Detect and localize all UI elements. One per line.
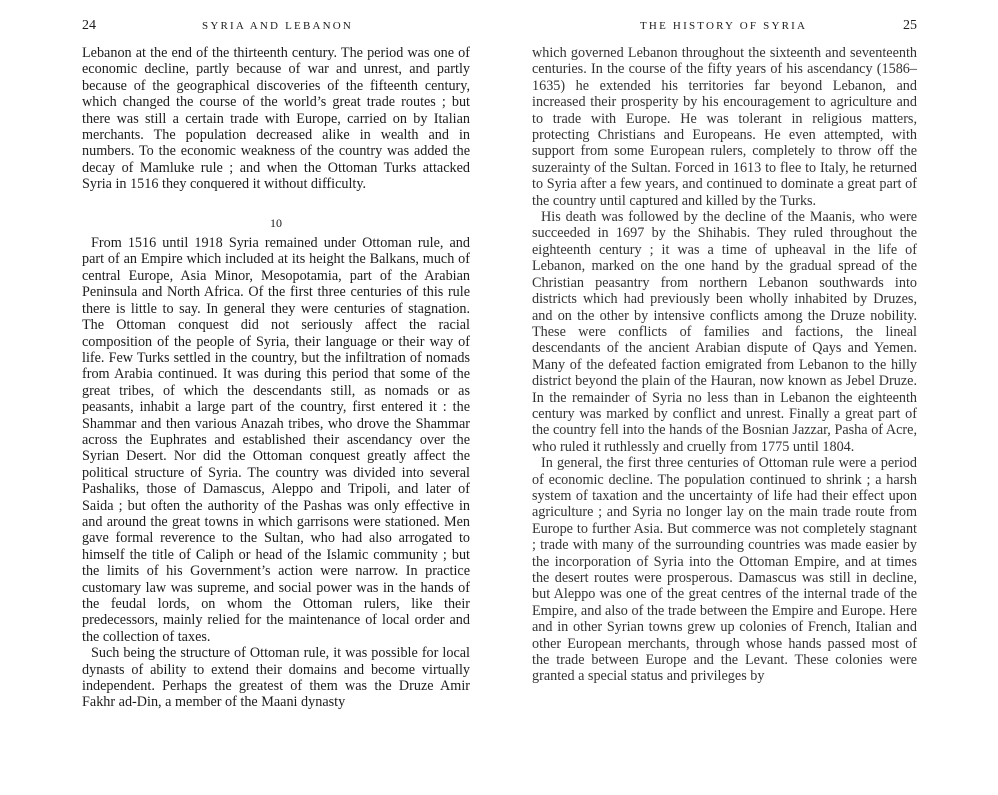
- left-page-body: [82, 45, 470, 711]
- left-running-head: SYRIA AND LEBANON: [202, 20, 354, 32]
- right-page-body: [532, 45, 917, 685]
- right-running-head: THE HISTORY OF SYRIA: [640, 20, 808, 32]
- paragraph: In general, the first three centuries of Ottoman rule were a period of economic decline. The population continued to shrink ; a harsh system of taxation and the uncertainty of life had their effect upon agriculture ; and Syria no longer lay on the main trade route from Europe to further Asia. But commerce was not completely stagnant ; trade with many of the surrounding countries was made easier by the incorporation of Syria into the Ottoman Empire, and at times the desert routes were prosperous. Damascus was still in decline, but Aleppo was one of the great centres of the internal trade of the Empire, and also of the trade between the Empire and Europe. Here and in other Syrian towns grew up colonies of French, Italian and other European merchants, through whose hands passed most of the trade between Europe and the Levant. These colonies were granted a special status and privileges by: [532, 455, 917, 685]
- left-page-header: [82, 20, 470, 38]
- right-page-number: 25: [903, 18, 917, 33]
- paragraph: His death was followed by the decline of the Maanis, who were succeeded in 1697 by the Shihabis. They ruled throughout the eighteenth century ; it was a time of upheaval in the life of Lebanon, marked on the one hand by the gradual spread of the Christian peasantry from northern Lebanon southwards into districts which had previously been wholly inhabited by Druzes, and on the other by intensive conflicts among the Druze nobility. These were conflicts of families and factions, the lineal descendants of the ancient Arabian dispute of Qays and Yemen. Many of the defeated faction emigrated from Lebanon to the hilly district beyond the plain of the Hauran, now known as Jebel Druze. In the remainder of Syria no less than in Lebanon the eighteenth century was marked by conflict and unrest. Finally a great part of the country fell into the hands of the Bosnian Jazzar, Pasha of Acre, who ruled it ruthlessly and cruelly from 1775 until 1804.: [532, 209, 917, 455]
- left-page-number: 24: [82, 18, 96, 33]
- paragraph: which governed Lebanon throughout the sixteenth and seventeenth centuries. In the course of the fifty years of his ascendancy (1586–1635) he extended his territories far beyond Lebanon, and increased their prosperity by his encouragement to agriculture and to trade with Europe. He was tolerant in religious matters, protecting Christians and Europeans. He even attempted, with support from some European rulers, completely to throw off the suzerainty of the Sultan. Forced in 1613 to flee to Italy, he returned to Syria after a few years, and continued to dominate a great part of the country until captured and killed by the Turks.: [532, 45, 917, 209]
- paragraph: Such being the structure of Ottoman rule, it was possible for local dynasts of ability to extend their domains and become virtually independent. Perhaps the greatest of them was the Druze Amir Fakhr ad-Din, a member of the Maani dynasty: [82, 645, 470, 711]
- section-number: 10: [270, 215, 282, 230]
- paragraph: From 1516 until 1918 Syria remained under Ottoman rule, and part of an Empire which included at its height the Balkans, much of central Europe, Asia Minor, Mesopotamia, part of the Arabian Peninsula and North Africa. Of the first three centuries of this rule there is little to say. In general they were centuries of stagnation. The Ottoman conquest did not seriously affect the racial composition of the people of Syria, their language or their way of life. Few Turks settled in the country, but the infiltration of nomads from Arabia continued. It was during this period that some of the great tribes, of which the descendants still, as nomads or as peasants, inhabit a large part of the country, first entered it : the Shammar and then various Anazah tribes, who drove the Shammar across the Euphrates and established their ascendancy over the Syrian Desert. Nor did the Ottoman conquest greatly affect the political structure of Syria. The country was divided into several Pashaliks, those of Damascus, Aleppo and Tripoli, and later of Saida ; but often the authority of the Pashas was only effective in and around the great towns in which garrisons were stationed. Men gave formal reverence to the Sultan, who had also arrogated to himself the title of Caliph or head of the Islamic community ; but the limits of his Government’s action were narrow. In practice customary law was supreme, and social power was in the hands of the feudal lords, on whom the Ottoman rulers, like their predecessors, mainly relied for the maintenance of local order and the collection of taxes.: [82, 235, 470, 645]
- right-page-header: [640, 20, 917, 38]
- paragraph: Lebanon at the end of the thirteenth century. The period was one of economic decline, partly because of war and unrest, and partly because of the geographical discoveries of the fifteenth century, which changed the course of the world’s great trade routes ; but there was still a certain trade with Europe, carried on by Italian merchants. The population decreased alike in wealth and in numbers. To the economic weakness of the country was added the decay of Mamluke rule ; and when the Ottoman Turks attacked Syria in 1516 they conquered it without difficulty.: [82, 45, 470, 193]
